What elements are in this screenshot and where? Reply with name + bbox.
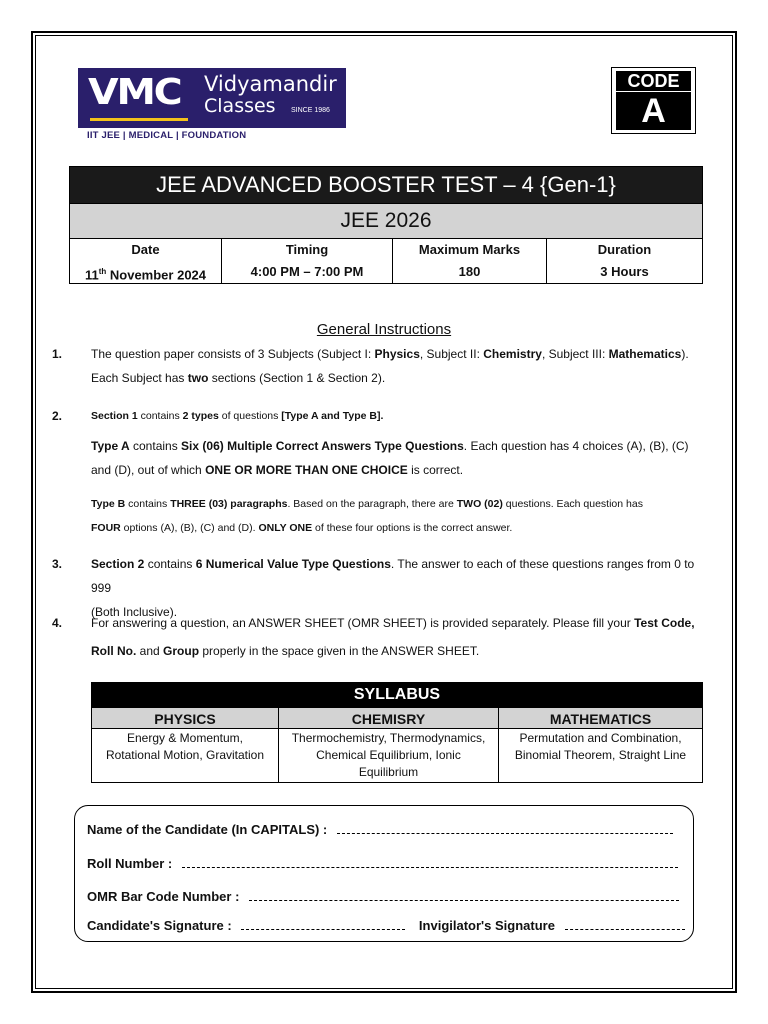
syllabus-table bbox=[91, 682, 703, 783]
info-timing-header: Timing bbox=[285, 242, 329, 257]
test-code-box bbox=[611, 67, 696, 134]
omr-code-field[interactable] bbox=[249, 890, 679, 901]
roll-number-field[interactable] bbox=[182, 857, 678, 868]
syllabus-heading: SYLLABUS bbox=[92, 683, 702, 707]
candidate-details-box bbox=[74, 805, 694, 942]
logo-name-line2: Classes bbox=[204, 95, 276, 117]
topics-physics: Energy & Momentum, Rotational Motion, Gravitation bbox=[92, 729, 279, 782]
subject-mathematics: MATHEMATICS bbox=[499, 707, 702, 729]
subject-chemistry: CHEMISRY bbox=[279, 707, 499, 729]
info-duration bbox=[547, 239, 702, 283]
instruction-text: Section 1 contains 2 types of questions [Type A and Type B]. Type A contains Six (06) Multiple Correct Answers Type Questions. Each question has 4 choices (A), (B), (C) and (D), out of which ONE OR MORE THAN ONE CHOICE is correct. Type B contains THREE (03) paragraphs. Based on the paragraph, there are TWO (02) questions. Each question has FOUR options (A), (B), (C) and (D). ONLY ONE of these four options is the correct answer. bbox=[91, 410, 689, 534]
info-date bbox=[70, 239, 222, 283]
code-label: CODE bbox=[616, 71, 691, 91]
candidate-signature-field[interactable] bbox=[241, 919, 405, 930]
info-date-value: 11th November 2024 bbox=[84, 267, 207, 283]
logo-name-line1: Vidyamandir bbox=[204, 72, 337, 96]
exam-info-grid bbox=[70, 239, 702, 283]
info-date-header: Date bbox=[131, 242, 160, 257]
roll-number-label: Roll Number : bbox=[87, 856, 173, 871]
syllabus-topics-row bbox=[92, 729, 702, 782]
info-max-marks bbox=[393, 239, 547, 283]
subject-physics: PHYSICS bbox=[92, 707, 279, 729]
topics-chemistry: Thermochemistry, Thermodynamics, Chemical Equilibrium, Ionic Equilibrium bbox=[279, 729, 499, 782]
instruction-number: 1. bbox=[52, 347, 63, 361]
candidate-name-row bbox=[87, 822, 673, 837]
info-duration-header: Duration bbox=[597, 242, 652, 257]
logo-tagline: IIT JEE | MEDICAL | FOUNDATION bbox=[87, 130, 247, 141]
test-title: JEE ADVANCED BOOSTER TEST – 4 {Gen-1} bbox=[70, 167, 702, 203]
logo-underline bbox=[90, 118, 188, 121]
instruction-text: Section 2 contains 6 Numerical Value Type Questions. The answer to each of these questions ranges from 0 to 999 (Both Inclusive). bbox=[91, 557, 695, 619]
test-title-table bbox=[69, 166, 703, 284]
instruction-text: For answering a question, an ANSWER SHEET (OMR SHEET) is provided separately. Please fill your Test Code, Roll No. and Group properly in the space given in the ANSWER SHEET. bbox=[91, 616, 695, 658]
syllabus-subjects-row bbox=[92, 707, 702, 729]
instructions-heading: General Instructions bbox=[316, 321, 452, 338]
signature-row bbox=[87, 918, 685, 933]
instruction-number: 3. bbox=[52, 557, 63, 571]
topics-mathematics: Permutation and Combination, Binomial Theorem, Straight Line bbox=[514, 731, 687, 762]
candidate-name-field[interactable] bbox=[337, 823, 673, 834]
logo-since: SINCE 1986 bbox=[291, 107, 330, 114]
invigilator-signature-label: Invigilator's Signature bbox=[418, 918, 555, 933]
omr-code-row bbox=[87, 889, 679, 904]
instruction-number: 4. bbox=[52, 616, 63, 630]
info-max-marks-value: 180 bbox=[458, 264, 481, 279]
info-timing-value: 4:00 PM – 7:00 PM bbox=[250, 264, 364, 279]
info-timing bbox=[222, 239, 393, 283]
instruction-text: The question paper consists of 3 Subjects (Subject I: Physics, Subject II: Chemistry, Subject III: Mathematics). Each Subject has two sections (Section 1 & Section 2). bbox=[91, 347, 689, 385]
candidate-name-label: Name of the Candidate (In CAPITALS) : bbox=[87, 822, 328, 837]
vmc-logo bbox=[78, 68, 346, 128]
candidate-signature-label: Candidate's Signature : bbox=[87, 918, 232, 933]
code-letter: A bbox=[616, 92, 691, 130]
roll-number-row bbox=[87, 856, 678, 871]
omr-code-label: OMR Bar Code Number : bbox=[87, 889, 240, 904]
invigilator-signature-field[interactable] bbox=[565, 919, 685, 930]
instruction-number: 2. bbox=[52, 409, 63, 423]
info-max-marks-header: Maximum Marks bbox=[418, 242, 521, 257]
exam-name: JEE 2026 bbox=[70, 203, 702, 239]
info-duration-value: 3 Hours bbox=[600, 264, 649, 279]
logo-brand: VMC bbox=[88, 72, 181, 113]
